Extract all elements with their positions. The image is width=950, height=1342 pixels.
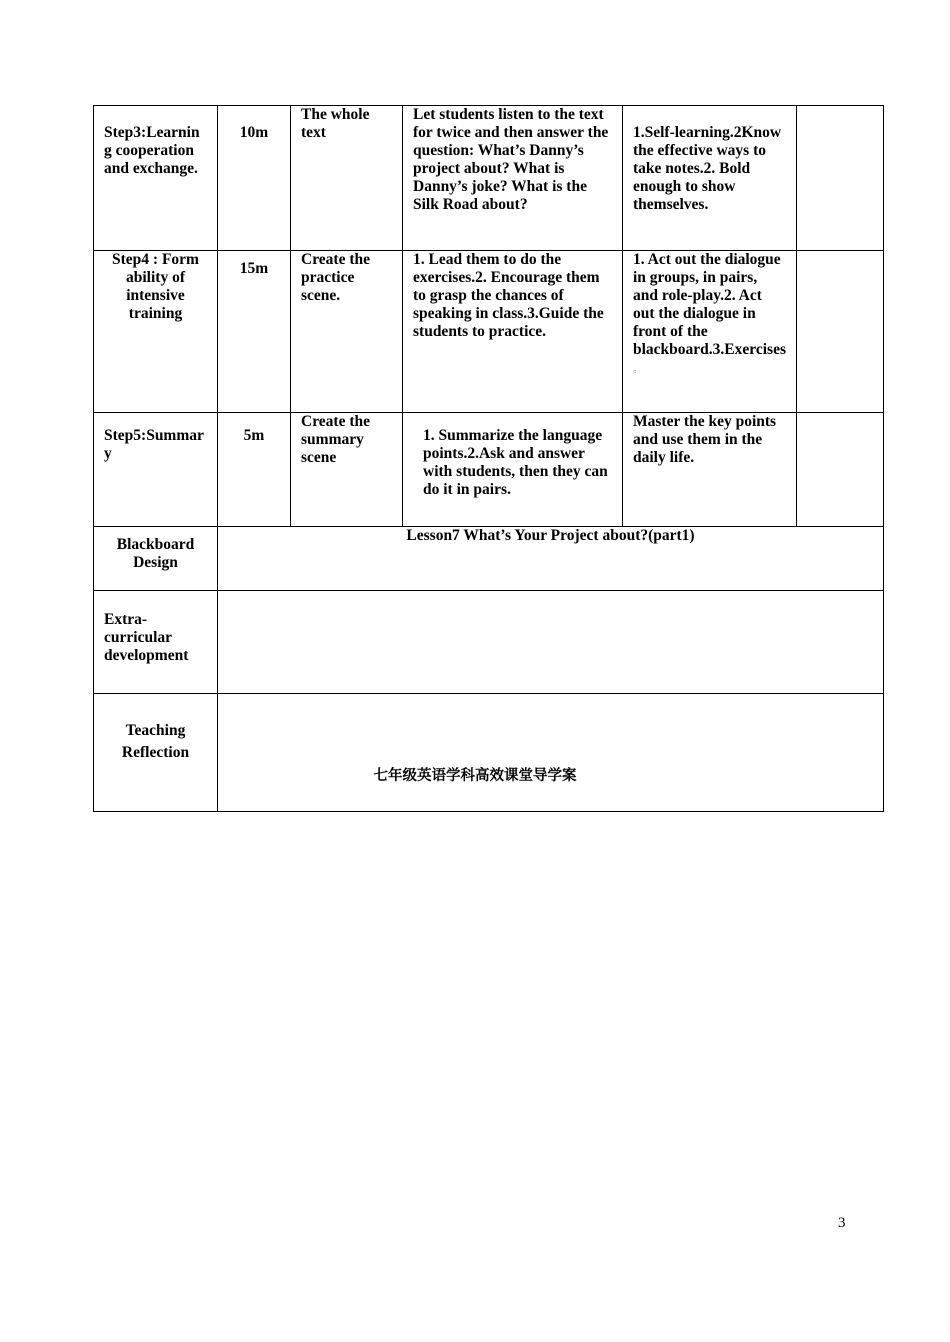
reflection-label <box>94 694 218 812</box>
punctuation-mark: 。 <box>633 364 643 375</box>
reflection-label-line1: Teaching <box>125 722 186 739</box>
table-row <box>94 591 884 694</box>
table-row <box>94 413 884 527</box>
step-cell: Step4 : Form ability of intensive training <box>94 251 218 413</box>
extra-content <box>218 591 884 694</box>
table-row <box>94 251 884 413</box>
content-cell: The whole text <box>291 106 403 251</box>
table-row <box>94 694 884 812</box>
student-activity-cell: Master the key points and use them in the daily life. <box>623 413 797 527</box>
blackboard-content: Lesson7 What’s Your Project about?(part1) <box>218 527 884 591</box>
teacher-activity-cell: 1. Lead them to do the exercises.2. Encourage them to grasp the chances of speaking in class.3.Guide the students to practice. <box>403 251 623 413</box>
teacher-activity-cell: Let students listen to the text for twice and then answer the question: What’s Danny’s project about? What is Danny’s joke? What is the Silk Road about? <box>403 106 623 251</box>
content-cell: Create the summary scene <box>291 413 403 527</box>
student-activity-cell: 1.Self-learning.2Know the effective ways to take notes.2. Bold enough to show themselves. <box>623 106 797 251</box>
time-cell: 5m <box>218 413 291 527</box>
reflection-content <box>218 694 884 812</box>
note-cell <box>797 106 884 251</box>
blackboard-label: Blackboard Design <box>94 527 218 591</box>
note-cell <box>797 251 884 413</box>
step-cell: Step5:Summary <box>94 413 218 527</box>
time-cell: 10m <box>218 106 291 251</box>
table-row <box>94 527 884 591</box>
student-activity-cell <box>623 251 797 413</box>
note-cell <box>797 413 884 527</box>
student-activity-text: 1. Act out the dialogue in groups, in pairs, and role-play.2. Act out the dialogue in front of the blackboard.3.Exercises <box>633 251 786 358</box>
step-cell: Step3:Learning cooperation and exchange. <box>94 106 218 251</box>
page-number: 3 <box>838 1215 846 1231</box>
reflection-label-line2: Reflection <box>121 744 190 761</box>
lesson-plan-table <box>93 105 884 812</box>
content-cell: Create the practice scene. <box>291 251 403 413</box>
time-cell: 15m <box>218 251 291 413</box>
teacher-activity-cell: 1. Summarize the language points.2.Ask and answer with students, then they can do it in pairs. <box>403 413 623 527</box>
footer-title: 七年级英语学科高效课堂导学案 <box>373 768 577 784</box>
extra-label: Extra-curricular development <box>94 591 218 694</box>
table-row <box>94 106 884 251</box>
